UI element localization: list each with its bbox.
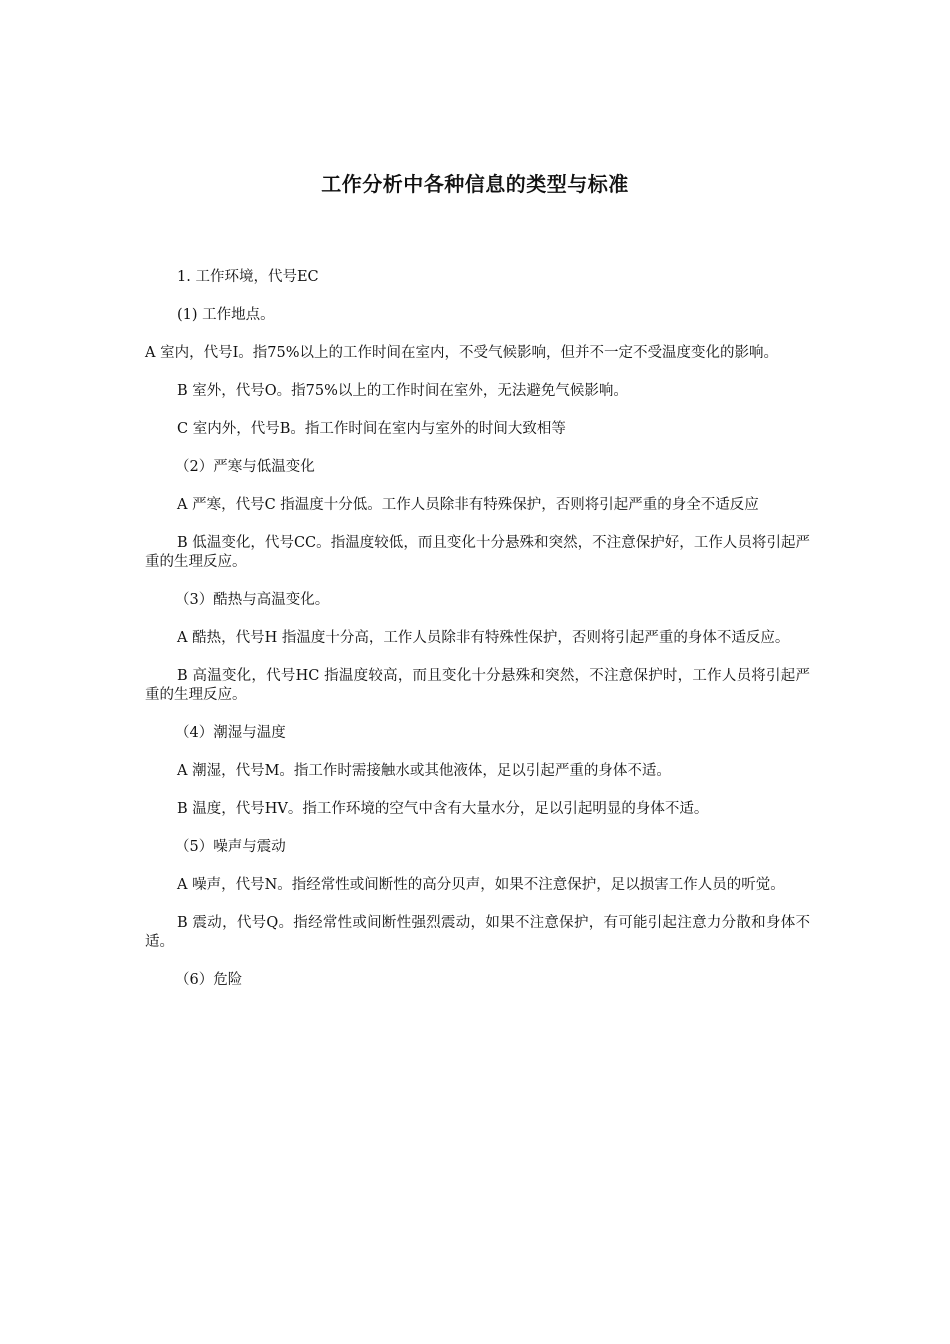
paragraph: A 严寒，代号C 指温度十分低。工作人员除非有特殊保护，否则将引起严重的身全不适反应 [177,497,759,513]
paragraph: A 噪声，代号N。指经常性或间断性的高分贝声，如果不注意保护，足以损害工作人员的听觉。 [177,877,785,893]
paragraph: B 高温变化，代号HC 指温度较高，而且变化十分悬殊和突然，不注意保护时，工作人员将引起严重的生理反应。 [145,668,810,703]
document-title: 工作分析中各种信息的类型与标准 [321,172,629,196]
paragraph: C 室内外，代号B。指工作时间在室内与室外的时间大致相等 [177,421,566,437]
document-body [145,268,810,1009]
paragraph: B 温度，代号HV。指工作环境的空气中含有大量水分，足以引起明显的身体不适。 [177,801,709,817]
paragraph: A 酷热，代号H 指温度十分高，工作人员除非有特殊性保护，否则将引起严重的身体不适反应。 [177,630,790,646]
subsection-heading: （6）危险 [175,972,243,988]
paragraph: B 室外，代号O。指75%以上的工作时间在室外，无法避免气候影响。 [177,383,628,399]
subsection-heading: (1) 工作地点。 [177,307,275,323]
subsection-heading: （2）严寒与低温变化 [175,459,315,475]
paragraph: A 潮湿，代号M。指工作时需接触水或其他液体，足以引起严重的身体不适。 [177,763,671,779]
paragraph: A 室内，代号I。指75%以上的工作时间在室内，不受气候影响，但并不一定不受温度变化的影响。 [145,345,779,361]
paragraph: B 低温变化，代号CC。指温度较低，而且变化十分悬殊和突然，不注意保护好，工作人员将引起严重的生理反应。 [145,535,810,570]
section-heading: 1. 工作环境，代号EC [177,269,319,285]
paragraph: B 震动，代号Q。指经常性或间断性强烈震动，如果不注意保护，有可能引起注意力分散和身体不适。 [145,915,810,950]
subsection-heading: （5）噪声与震动 [175,839,286,855]
subsection-heading: （4）潮湿与温度 [175,725,286,741]
subsection-heading: （3）酷热与高温变化。 [175,592,330,608]
